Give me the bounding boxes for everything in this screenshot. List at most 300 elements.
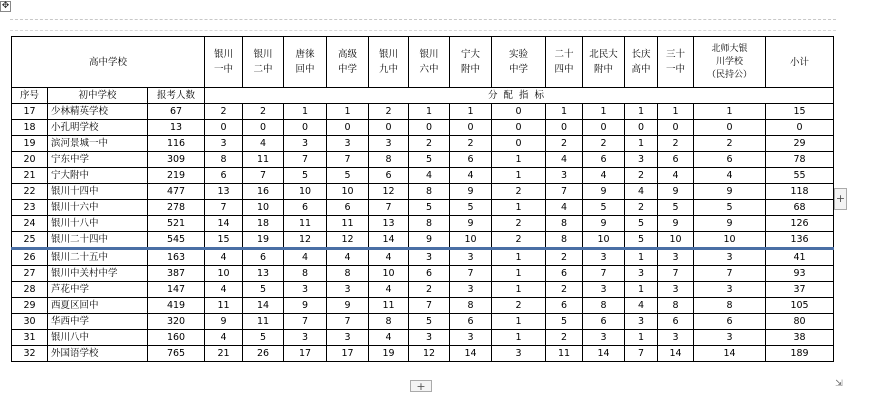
allocation-cell: 3 — [625, 152, 658, 168]
applicant-count-cell: 320 — [148, 314, 205, 330]
allocation-cell: 1 — [625, 249, 658, 266]
allocation-cell: 3 — [409, 330, 450, 346]
allocation-cell: 3 — [583, 330, 625, 346]
allocation-cell: 9 — [205, 314, 243, 330]
allocation-cell: 13 — [369, 216, 409, 232]
school-name-part: 银川 — [214, 49, 234, 60]
allocation-cell: 14 — [243, 298, 284, 314]
allocation-cell: 2 — [625, 168, 658, 184]
school-name-cell: 银川十四中 — [48, 184, 148, 200]
table-row — [12, 216, 834, 232]
school-name-cell: 西夏区回中 — [48, 298, 148, 314]
subtotal-cell: 189 — [766, 346, 834, 362]
allocation-cell: 7 — [327, 314, 369, 330]
allocation-cell: 2 — [546, 249, 583, 266]
allocation-cell: 0 — [625, 120, 658, 136]
subtotal-cell: 78 — [766, 152, 834, 168]
table-row — [12, 346, 834, 362]
allocation-cell: 0 — [284, 120, 327, 136]
allocation-cell: 0 — [450, 120, 492, 136]
allocation-cell: 7 — [284, 152, 327, 168]
allocation-cell: 4 — [369, 330, 409, 346]
serial-cell: 24 — [12, 216, 48, 232]
school-name-part: 二中 — [253, 64, 273, 75]
school-name-cell: 银川中关村中学 — [48, 266, 148, 282]
allocation-cell: 8 — [327, 266, 369, 282]
allocation-cell: 3 — [694, 249, 766, 266]
allocation-cell: 4 — [658, 168, 694, 184]
school-name-part: 二十 — [554, 49, 574, 60]
serial-cell: 32 — [12, 346, 48, 362]
allocation-cell: 2 — [546, 330, 583, 346]
allocation-cell: 10 — [583, 232, 625, 249]
allocation-cell: 7 — [450, 266, 492, 282]
school-name-cell: 宁东中学 — [48, 152, 148, 168]
allocation-cell: 9 — [583, 184, 625, 200]
allocation-cell: 1 — [492, 314, 546, 330]
allocation-cell: 14 — [205, 216, 243, 232]
school-column-header — [658, 37, 694, 88]
applicant-count-cell: 419 — [148, 298, 205, 314]
table-row — [12, 104, 834, 120]
allocation-cell: 4 — [205, 330, 243, 346]
school-column-header — [205, 37, 243, 88]
subtotal-cell: 38 — [766, 330, 834, 346]
applicant-count-cell: 147 — [148, 282, 205, 298]
table-row — [12, 282, 834, 298]
applicant-count-cell: 278 — [148, 200, 205, 216]
allocation-cell: 0 — [694, 120, 766, 136]
allocation-cell: 5 — [658, 200, 694, 216]
allocation-cell: 6 — [327, 200, 369, 216]
allocation-cell: 1 — [492, 249, 546, 266]
allocation-cell: 14 — [694, 346, 766, 362]
subtotal-cell: 0 — [766, 120, 834, 136]
school-name-part: 北民大 — [589, 49, 618, 60]
subtotal-cell: 55 — [766, 168, 834, 184]
allocation-cell: 3 — [450, 249, 492, 266]
allocation-cell: 6 — [243, 249, 284, 266]
allocation-cell: 19 — [369, 346, 409, 362]
allocation-cell: 7 — [625, 346, 658, 362]
allocation-cell: 1 — [409, 104, 450, 120]
applicant-count-cell: 160 — [148, 330, 205, 346]
allocation-cell: 4 — [546, 200, 583, 216]
allocation-cell: 5 — [409, 314, 450, 330]
school-name-part: 唐徕 — [295, 49, 315, 60]
allocation-cell: 3 — [583, 282, 625, 298]
allocation-cell: 7 — [546, 184, 583, 200]
allocation-cell: 1 — [625, 282, 658, 298]
applicant-count-cell: 67 — [148, 104, 205, 120]
allocation-cell: 5 — [450, 200, 492, 216]
allocation-header: 分配指标 — [205, 88, 834, 104]
table-row — [12, 200, 834, 216]
allocation-cell: 8 — [583, 298, 625, 314]
allocation-cell: 4 — [583, 168, 625, 184]
allocation-cell: 1 — [625, 330, 658, 346]
school-name-cell: 小孔明学校 — [48, 120, 148, 136]
allocation-cell: 8 — [409, 216, 450, 232]
allocation-cell: 10 — [205, 266, 243, 282]
allocation-cell: 5 — [625, 232, 658, 249]
allocation-cell: 11 — [205, 298, 243, 314]
allocation-cell: 8 — [658, 298, 694, 314]
allocation-cell: 17 — [284, 346, 327, 362]
allocation-cell: 2 — [409, 282, 450, 298]
allocation-cell: 3 — [205, 136, 243, 152]
allocation-cell: 5 — [327, 168, 369, 184]
add-column-button[interactable]: + — [834, 188, 847, 210]
allocation-cell: 2 — [625, 200, 658, 216]
subtotal-cell: 118 — [766, 184, 834, 200]
allocation-cell: 4 — [369, 282, 409, 298]
school-name-part: 一中 — [666, 64, 686, 75]
allocation-cell: 7 — [205, 200, 243, 216]
allocation-cell: 5 — [409, 152, 450, 168]
table-row — [12, 249, 834, 266]
allocation-cell: 4 — [546, 152, 583, 168]
allocation-cell: 2 — [658, 136, 694, 152]
allocation-cell: 18 — [243, 216, 284, 232]
table-row — [12, 314, 834, 330]
allocation-cell: 8 — [546, 216, 583, 232]
allocation-cell: 8 — [694, 298, 766, 314]
school-column-header — [625, 37, 658, 88]
table-row — [12, 136, 834, 152]
table-row — [12, 168, 834, 184]
allocation-cell: 3 — [409, 249, 450, 266]
allocation-cell: 3 — [284, 330, 327, 346]
subtotal-cell: 136 — [766, 232, 834, 249]
allocation-cell: 7 — [658, 266, 694, 282]
allocation-cell: 12 — [284, 232, 327, 249]
allocation-cell: 11 — [369, 298, 409, 314]
serial-cell: 18 — [12, 120, 48, 136]
applicant-count-cell: 309 — [148, 152, 205, 168]
table-row — [12, 330, 834, 346]
school-column-header — [492, 37, 546, 88]
allocation-cell: 5 — [583, 200, 625, 216]
allocation-cell: 0 — [546, 120, 583, 136]
allocation-cell: 1 — [492, 168, 546, 184]
allocation-cell: 12 — [369, 184, 409, 200]
serial-cell: 28 — [12, 282, 48, 298]
school-name-part: 附中 — [594, 64, 614, 75]
school-name-part: 长庆 — [631, 49, 651, 60]
school-name-cell: 银川十八中 — [48, 216, 148, 232]
allocation-cell: 2 — [546, 136, 583, 152]
allocation-cell: 0 — [492, 136, 546, 152]
allocation-cell: 1 — [658, 104, 694, 120]
school-name-part: 中学 — [338, 64, 358, 75]
allocation-cell: 2 — [205, 104, 243, 120]
allocation-cell: 6 — [546, 298, 583, 314]
school-name-cell: 银川八中 — [48, 330, 148, 346]
allocation-cell: 1 — [546, 104, 583, 120]
allocation-cell: 9 — [694, 216, 766, 232]
school-name-cell: 银川十六中 — [48, 200, 148, 216]
allocation-cell: 8 — [450, 298, 492, 314]
school-name-cell: 银川二十五中 — [48, 249, 148, 266]
allocation-cell: 3 — [284, 282, 327, 298]
allocation-cell: 3 — [658, 249, 694, 266]
school-name-part: 四中 — [554, 64, 574, 75]
allocation-cell: 1 — [492, 282, 546, 298]
allocation-cell: 11 — [546, 346, 583, 362]
allocation-cell: 2 — [492, 232, 546, 249]
allocation-cell: 3 — [546, 168, 583, 184]
school-column-header — [369, 37, 409, 88]
allocation-cell: 1 — [492, 200, 546, 216]
school-name-part: 宁大 — [461, 49, 481, 60]
allocation-table — [11, 36, 834, 362]
allocation-cell: 4 — [409, 168, 450, 184]
allocation-cell: 1 — [492, 266, 546, 282]
school-column-header — [284, 37, 327, 88]
allocation-cell: 2 — [583, 136, 625, 152]
allocation-cell: 4 — [205, 282, 243, 298]
allocation-cell: 5 — [284, 168, 327, 184]
allocation-cell: 7 — [694, 266, 766, 282]
subtotal-cell: 15 — [766, 104, 834, 120]
allocation-cell: 8 — [205, 152, 243, 168]
subtotal-cell: 105 — [766, 298, 834, 314]
applicant-count-cell: 13 — [148, 120, 205, 136]
table-resize-icon[interactable]: ⇲ — [835, 379, 843, 389]
allocation-cell: 14 — [450, 346, 492, 362]
school-column-header — [583, 37, 625, 88]
allocation-cell: 6 — [658, 314, 694, 330]
serial-cell: 25 — [12, 232, 48, 249]
allocation-cell: 14 — [369, 232, 409, 249]
allocation-cell: 9 — [658, 216, 694, 232]
school-name-part: 中学 — [509, 64, 529, 75]
allocation-cell: 10 — [369, 266, 409, 282]
allocation-cell: 19 — [243, 232, 284, 249]
allocation-cell: 0 — [327, 120, 369, 136]
table-row — [12, 120, 834, 136]
school-column-header — [243, 37, 284, 88]
allocation-cell: 4 — [694, 168, 766, 184]
allocation-cell: 10 — [243, 200, 284, 216]
table-row — [12, 266, 834, 282]
school-column-header — [327, 37, 369, 88]
applicant-count-cell: 765 — [148, 346, 205, 362]
allocation-cell: 4 — [327, 249, 369, 266]
serial-cell: 29 — [12, 298, 48, 314]
allocation-cell: 11 — [243, 314, 284, 330]
allocation-cell: 6 — [546, 266, 583, 282]
school-column-header — [409, 37, 450, 88]
allocation-cell: 2 — [243, 104, 284, 120]
allocation-cell: 1 — [625, 104, 658, 120]
allocation-cell: 7 — [583, 266, 625, 282]
allocation-cell: 1 — [694, 104, 766, 120]
allocation-cell: 7 — [243, 168, 284, 184]
allocation-cell: 6 — [205, 168, 243, 184]
allocation-cell: 7 — [327, 152, 369, 168]
school-name-part: 一中 — [214, 64, 234, 75]
allocation-cell: 17 — [327, 346, 369, 362]
allocation-cell: 6 — [409, 266, 450, 282]
serial-cell: 30 — [12, 314, 48, 330]
allocation-cell: 6 — [583, 152, 625, 168]
table-row — [12, 298, 834, 314]
allocation-cell: 1 — [284, 104, 327, 120]
subtotal-cell: 93 — [766, 266, 834, 282]
allocation-cell: 3 — [450, 282, 492, 298]
allocation-cell: 4 — [243, 136, 284, 152]
school-name-part: （民持公） — [707, 69, 753, 80]
allocation-cell: 9 — [450, 216, 492, 232]
school-column-header — [450, 37, 492, 88]
subtotal-cell: 29 — [766, 136, 834, 152]
allocation-cell: 2 — [546, 282, 583, 298]
allocation-cell: 3 — [658, 282, 694, 298]
table-move-icon[interactable]: ✥ — [1, 1, 10, 11]
allocation-cell: 6 — [284, 200, 327, 216]
allocation-cell: 6 — [450, 152, 492, 168]
allocation-cell: 0 — [492, 120, 546, 136]
page-margin-guide — [10, 30, 836, 31]
allocation-cell: 9 — [450, 184, 492, 200]
allocation-cell: 0 — [583, 120, 625, 136]
allocation-cell: 2 — [492, 184, 546, 200]
allocation-cell: 15 — [205, 232, 243, 249]
school-name-cell: 宁大附中 — [48, 168, 148, 184]
allocation-cell: 6 — [694, 152, 766, 168]
allocation-cell: 5 — [694, 200, 766, 216]
school-name-cell: 外国语学校 — [48, 346, 148, 362]
allocation-cell: 1 — [492, 152, 546, 168]
allocation-cell: 7 — [409, 298, 450, 314]
allocation-cell: 13 — [205, 184, 243, 200]
allocation-cell: 1 — [450, 104, 492, 120]
table-row — [12, 184, 834, 200]
allocation-cell: 1 — [492, 330, 546, 346]
allocation-cell: 26 — [243, 346, 284, 362]
allocation-cell: 1 — [625, 136, 658, 152]
allocation-cell: 0 — [409, 120, 450, 136]
school-name-part: 银川 — [419, 49, 439, 60]
serial-cell: 27 — [12, 266, 48, 282]
allocation-cell: 6 — [658, 152, 694, 168]
allocation-cell: 9 — [284, 298, 327, 314]
allocation-cell: 0 — [658, 120, 694, 136]
school-name-part: 银川 — [379, 49, 399, 60]
applicant-count-cell: 116 — [148, 136, 205, 152]
allocation-cell: 8 — [369, 314, 409, 330]
allocation-cell: 5 — [243, 282, 284, 298]
school-name-part: 银川 — [253, 49, 273, 60]
school-column-header — [694, 37, 766, 88]
allocation-cell: 1 — [583, 104, 625, 120]
allocation-cell: 10 — [450, 232, 492, 249]
allocation-cell: 8 — [409, 184, 450, 200]
allocation-cell: 6 — [450, 314, 492, 330]
allocation-cell: 9 — [658, 184, 694, 200]
allocation-cell: 0 — [492, 104, 546, 120]
allocation-cell: 14 — [658, 346, 694, 362]
allocation-cell: 12 — [409, 346, 450, 362]
allocation-cell: 21 — [205, 346, 243, 362]
allocation-cell: 11 — [243, 152, 284, 168]
allocation-cell: 8 — [284, 266, 327, 282]
allocation-cell: 4 — [284, 249, 327, 266]
allocation-cell: 10 — [694, 232, 766, 249]
allocation-cell: 9 — [327, 298, 369, 314]
allocation-cell: 5 — [625, 216, 658, 232]
allocation-cell: 3 — [583, 249, 625, 266]
allocation-cell: 4 — [369, 249, 409, 266]
allocation-cell: 12 — [327, 232, 369, 249]
middle-school-header: 初中学校 — [48, 88, 148, 104]
allocation-cell: 2 — [492, 216, 546, 232]
allocation-cell: 3 — [625, 314, 658, 330]
allocation-cell: 3 — [369, 136, 409, 152]
add-row-button[interactable]: + — [410, 380, 432, 392]
allocation-cell: 0 — [369, 120, 409, 136]
allocation-cell: 7 — [369, 200, 409, 216]
serial-cell: 19 — [12, 136, 48, 152]
allocation-cell: 10 — [327, 184, 369, 200]
table-row — [12, 152, 834, 168]
school-name-part: 实验 — [509, 49, 529, 60]
allocation-cell: 3 — [625, 266, 658, 282]
allocation-cell: 10 — [658, 232, 694, 249]
school-name-part: 北师大银 — [711, 43, 748, 54]
allocation-cell: 3 — [694, 282, 766, 298]
allocation-cell: 9 — [409, 232, 450, 249]
allocation-cell: 2 — [450, 136, 492, 152]
allocation-cell: 3 — [450, 330, 492, 346]
applicant-count-cell: 219 — [148, 168, 205, 184]
page-margin-guide — [10, 19, 836, 20]
subtotal-cell: 80 — [766, 314, 834, 330]
applicants-header: 报考人数 — [148, 88, 205, 104]
school-name-cell: 芦花中学 — [48, 282, 148, 298]
school-name-part: 三十 — [666, 49, 686, 60]
allocation-cell: 2 — [492, 298, 546, 314]
school-name-cell: 华西中学 — [48, 314, 148, 330]
subtotal-cell: 126 — [766, 216, 834, 232]
applicant-count-cell: 521 — [148, 216, 205, 232]
allocation-cell: 3 — [658, 330, 694, 346]
allocation-cell: 5 — [409, 200, 450, 216]
allocation-cell: 7 — [284, 314, 327, 330]
subtotal-header: 小计 — [766, 37, 834, 88]
serial-cell: 20 — [12, 152, 48, 168]
allocation-cell: 3 — [694, 330, 766, 346]
serial-cell: 22 — [12, 184, 48, 200]
allocation-cell: 1 — [327, 104, 369, 120]
applicant-count-cell: 387 — [148, 266, 205, 282]
serial-cell: 17 — [12, 104, 48, 120]
school-name-part: 川学校 — [716, 56, 744, 67]
allocation-cell: 6 — [694, 314, 766, 330]
allocation-cell: 6 — [583, 314, 625, 330]
allocation-cell: 2 — [369, 104, 409, 120]
allocation-cell: 3 — [284, 136, 327, 152]
allocation-cell: 2 — [409, 136, 450, 152]
allocation-cell: 4 — [625, 298, 658, 314]
high-school-header: 高中学校 — [12, 37, 205, 88]
allocation-cell: 3 — [327, 282, 369, 298]
allocation-cell: 0 — [205, 120, 243, 136]
subtotal-cell: 68 — [766, 200, 834, 216]
serial-header: 序号 — [12, 88, 48, 104]
